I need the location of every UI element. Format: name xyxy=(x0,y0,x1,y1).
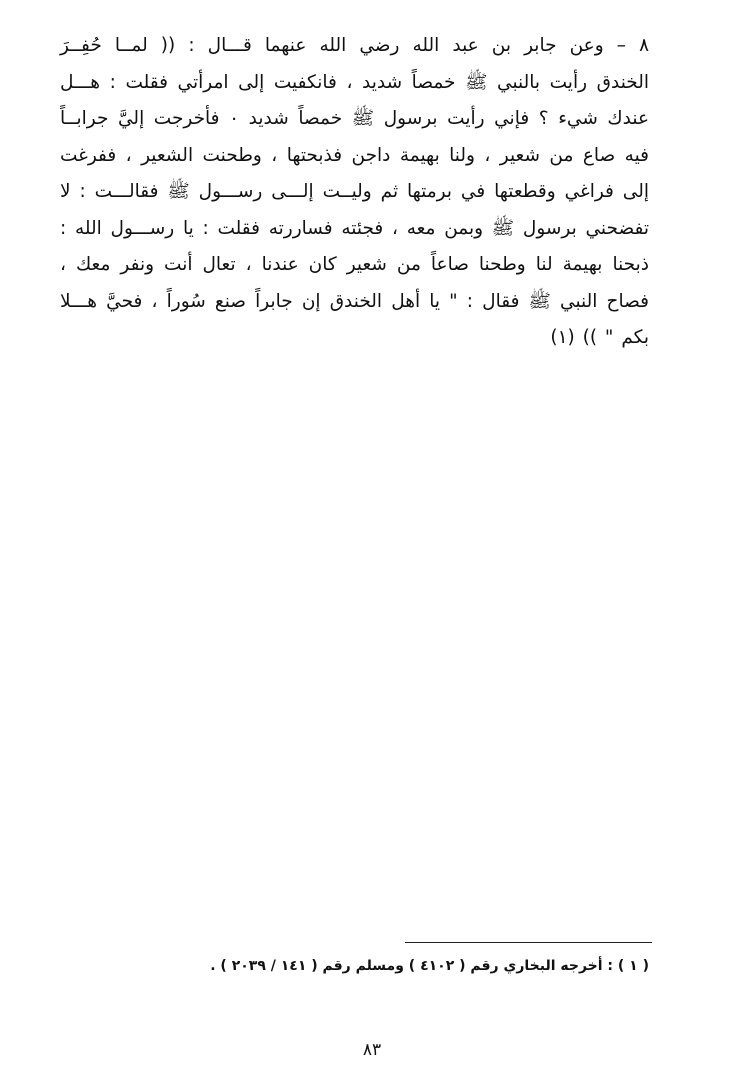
text-line: ٨ – وعن جابر بن عبد الله رضي الله عنهما قـــال : (( لمــا حُفِــرَ xyxy=(60,35,649,56)
page-number: ٨٣ xyxy=(362,1040,382,1060)
text-line: الخندق رأيت بالنبي ﷺ خمصاً شديد ، فانكفيت إلى امرأتي فقلت : هـــل xyxy=(60,71,649,93)
text-line: فيه صاع من شعير ، ولنا بهيمة داجن فذبحتها ، وطحنت الشعير ، ففرغت xyxy=(60,144,649,166)
hadith-text-block xyxy=(60,28,649,357)
footnote-divider xyxy=(405,942,652,943)
text-line: فصاح النبي ﷺ فقال : " يا أهل الخندق إن جابراً صنع سُوراً ، فحيَّ هـــلا xyxy=(60,290,649,312)
footnote-text: ( ١ ) : أخرجه البخاري رقم ( ٤١٠٢ ) ومسلم رقم ( ١٤١ / ٢٠٣٩ ) . xyxy=(210,958,649,974)
text-line: تفضحني برسول ﷺ وبمن معه ، فجئته فساررته فقلت : يا رســـول الله : xyxy=(60,217,649,239)
text-line: عندك شيء ؟ فإني رأيت برسول ﷺ خمصاً شديد ٠ فأخرجت إليَّ جرابــاً xyxy=(60,108,650,129)
text-line: ذبحنا بهيمة لنا وطحنا صاعاً من شعير كان عندنا ، تعال أنت ونفر معك ، xyxy=(60,254,649,275)
text-line-last: بكم " )) (١) xyxy=(550,327,649,348)
text-line: إلى فراغي وقطعتها في برمتها ثم وليــت إلـــى رســـول ﷺ فقالـــت : لا xyxy=(60,181,649,202)
